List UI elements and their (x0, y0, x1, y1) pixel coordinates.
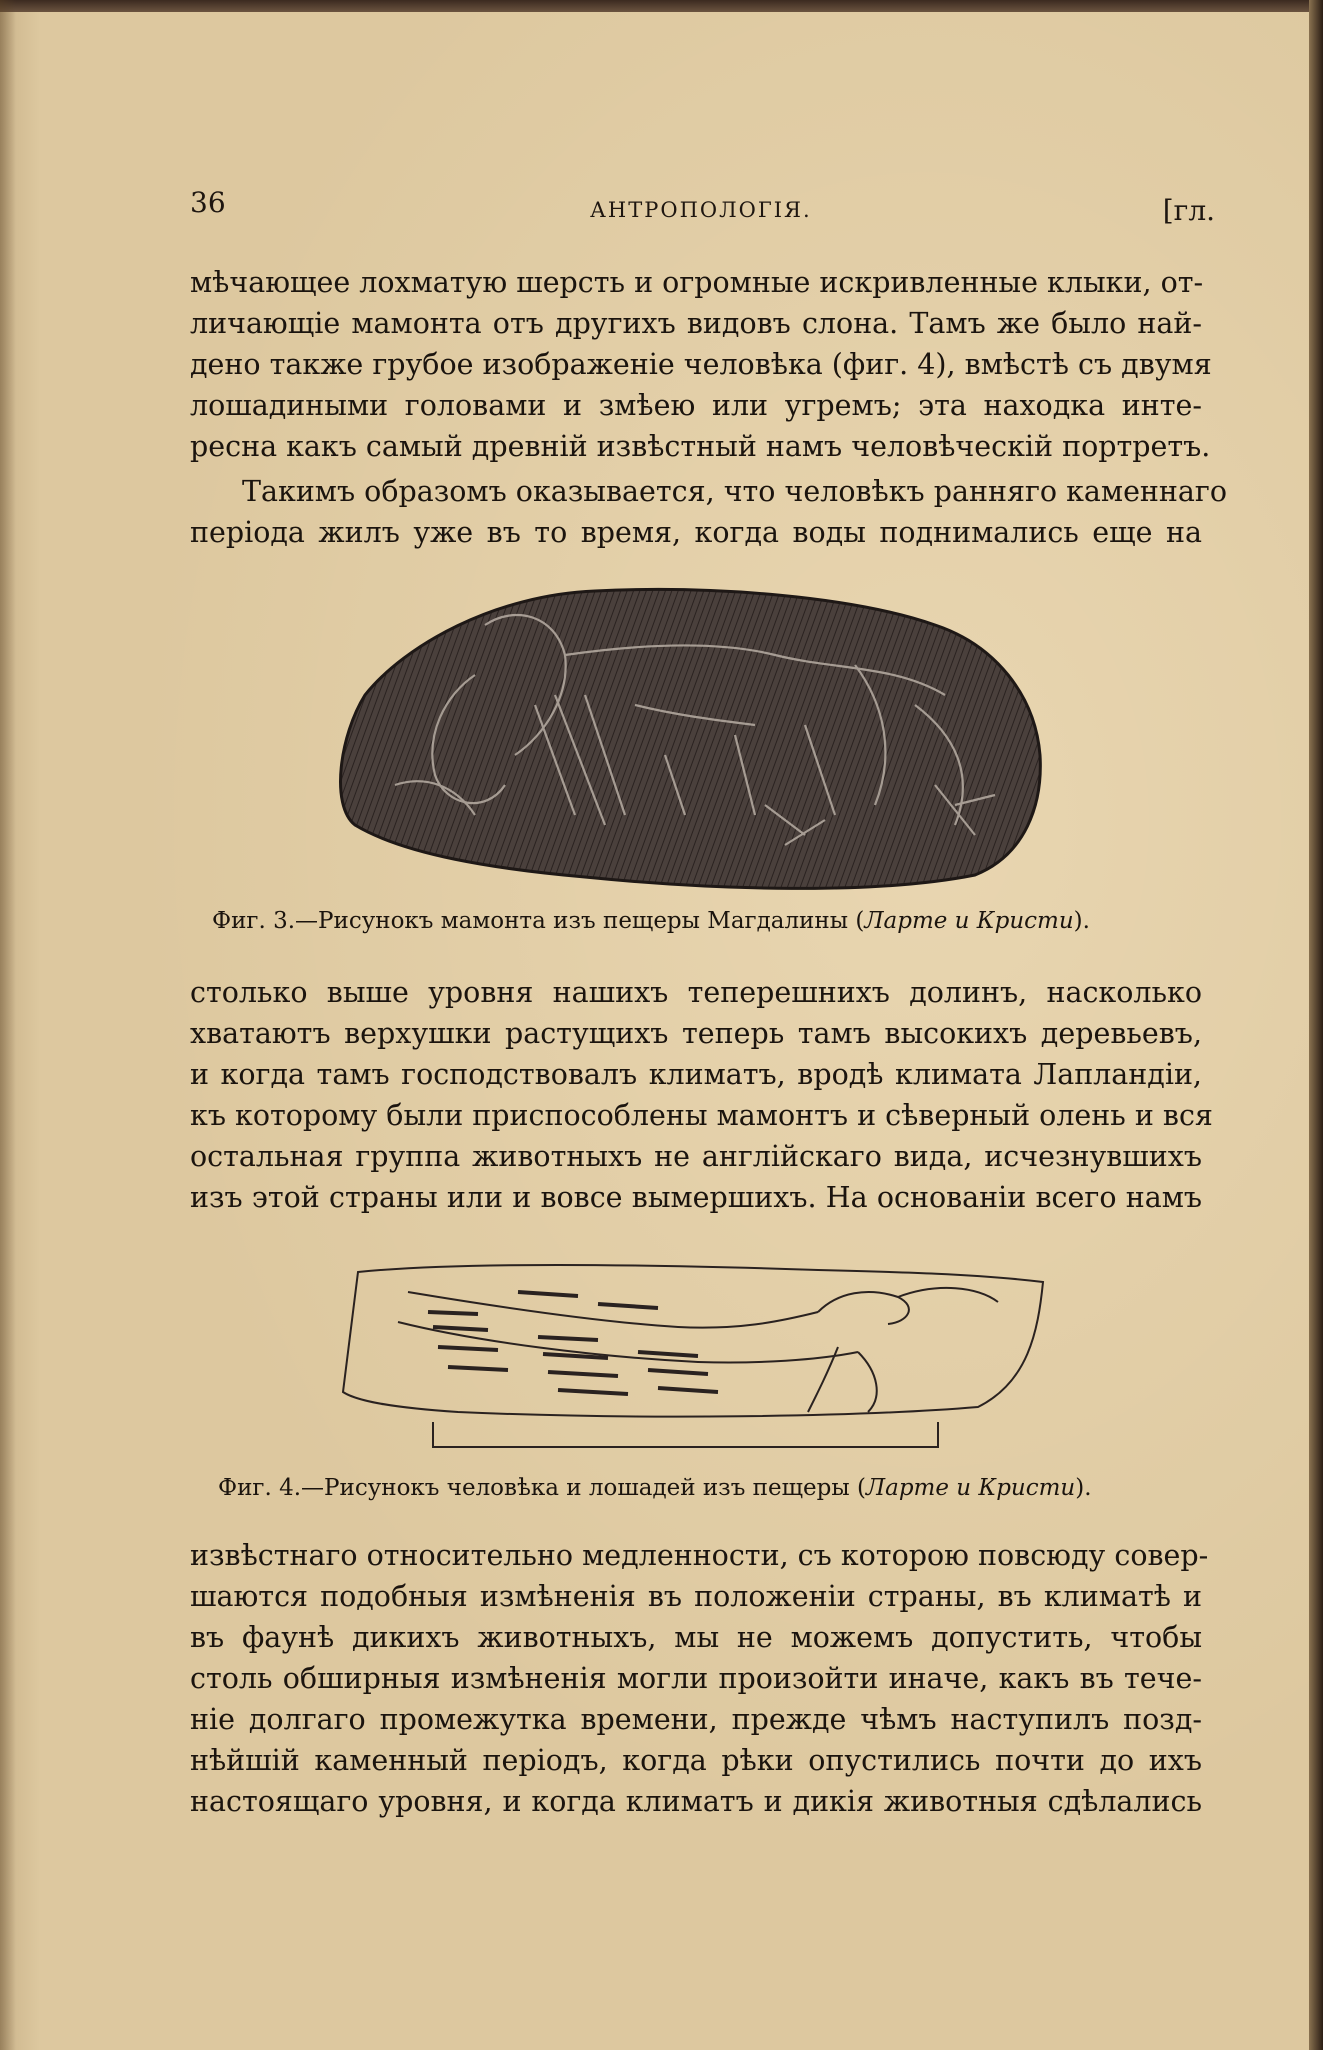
text-line: личающіе мамонта отъ другихъ видовъ слона. Тамъ же было най- (190, 307, 1202, 340)
paragraph-4 (190, 1535, 1209, 1822)
text-line: столь обширныя измѣненія могли произойти иначе, какъ въ тече- (190, 1662, 1202, 1695)
gutter-shadow (0, 0, 16, 2050)
caption-authors: Ларте и Кристи (864, 908, 1074, 934)
caption-end: ). (1073, 908, 1090, 934)
text-line: остальная группа животныхъ не англійскаго вида, исчезнувшихъ (190, 1140, 1202, 1173)
paragraph-3 (190, 972, 1213, 1218)
text-line: настоящаго уровня, и когда климатъ и дикія животныя сдѣлались (190, 1785, 1202, 1818)
figure-4-caption (218, 1475, 1092, 1501)
text-line: ресна какъ самый древній извѣстный намъ человѣческій портретъ. (190, 430, 1211, 463)
text-line: въ фаунѣ дикихъ животныхъ, мы не можемъ допустить, чтобы (190, 1621, 1202, 1654)
page-top-edge (0, 0, 1323, 12)
text-line: нѣйшій каменный періодъ, когда рѣки опустились почти до ихъ (190, 1744, 1202, 1777)
caption-end: ). (1075, 1475, 1092, 1501)
paragraph-1 (190, 262, 1212, 467)
caption-label: Фиг. 3.—Рисунокъ мамонта изъ пещеры Магдалины ( (212, 908, 865, 934)
paragraph-2 (190, 471, 1228, 553)
figure-4-human-horses-engraving (338, 1252, 1048, 1452)
page-right-edge (1309, 0, 1323, 2050)
chapter-mark: [гл. (1162, 194, 1215, 227)
text-line: лошадиными головами и змѣею или угремъ; эта находка инте- (190, 389, 1202, 422)
running-header (190, 186, 1215, 226)
text-line: столько выше уровня нашихъ теперешнихъ долинъ, насколько (190, 976, 1202, 1009)
stone-outline (341, 589, 1041, 888)
text-line: ніе долгаго промежутка времени, прежде чѣмъ наступилъ позд- (190, 1703, 1202, 1736)
caption-authors: Ларте и Кристи (865, 1475, 1076, 1501)
text-line: къ которому были приспособлены мамонтъ и сѣверный олень и вся (190, 1099, 1213, 1132)
text-line: дено также грубое изображеніе человѣка (фиг. 4), вмѣстѣ съ двумя (190, 348, 1212, 381)
text-line: Такимъ образомъ оказывается, что человѣкъ ранняго каменнаго (242, 475, 1228, 508)
text-line: извѣстнаго относительно медленности, съ которою повсюду совер- (190, 1539, 1209, 1572)
text-line: и когда тамъ господствовалъ климатъ, вродѣ климата Лапландіи, (190, 1058, 1202, 1091)
text-line: хватаютъ верхушки растущихъ теперь тамъ высокихъ деревьевъ, (190, 1017, 1202, 1050)
text-line: изъ этой страны или и вовсе вымершихъ. На основаніи всего намъ (190, 1181, 1202, 1214)
text-line: шаются подобныя измѣненія въ положеніи страны, въ климатѣ и (190, 1580, 1202, 1613)
text-line: періода жилъ уже въ то время, когда воды поднимались еще на (190, 516, 1202, 549)
caption-label: Фиг. 4.—Рисунокъ человѣка и лошадей изъ пещеры ( (218, 1475, 866, 1501)
figure-4-hatching (428, 1292, 718, 1394)
page-number: 36 (190, 186, 226, 219)
running-title: АНТРОПОЛОГІЯ. (590, 198, 812, 222)
figure-3-caption (212, 908, 1090, 934)
text-line: мѣчающее лохматую шерсть и огромные искривленные клыки, от- (190, 266, 1204, 299)
figure-3-mammoth-engraving (335, 585, 1045, 895)
